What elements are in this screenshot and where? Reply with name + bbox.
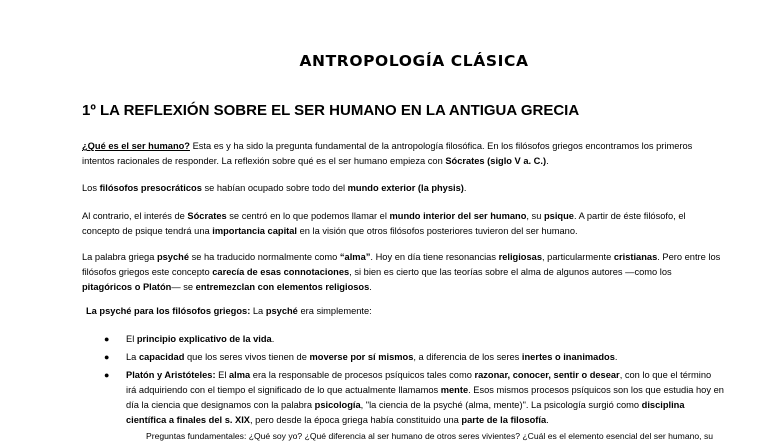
paragraph-psyche-greeks: La psyché para los filósofos griegos: La psyché era simplemente: (86, 306, 372, 316)
list-item: Platón y Aristóteles: El alma era la responsable de procesos psíquicos tales como razonar, conocer, sentir o desear, con lo que el término irá adquiriendo con el tiempo el significado de lo que actualmente llamamos mente. Esos mismos procesos psíquicos son los que estudia hoy en día la ciencia que designamos con la palabra psicología, "la ciencia de la psyché (alma, mente)". La psicología surgió como disciplina científica a finales del s. XIX, pero desde la época griega había constituido una parte de la filosofía. (126, 370, 724, 425)
paragraph-what-is-human: ¿Qué es el ser humano? Esta es y ha sido la pregunta fundamental de la antropología filosófica. En los filósofos griegos encontramos los primeros intentos racionales de responder. La reflexión sobre qué es el ser humano empieza con Sócrates (siglo V a. C.). (82, 141, 693, 166)
bullet-icon: ● (104, 352, 110, 362)
list-item: El principio explicativo de la vida. (126, 334, 275, 344)
bullet-icon: ● (104, 334, 110, 344)
section-heading: 1º LA REFLEXIÓN SOBRE EL SER HUMANO EN LA ANTIGUA GRECIA (82, 102, 580, 119)
footer-text: Preguntas fundamentales: ¿Qué soy yo? ¿Qué diferencia al ser humano de otros seres vivientes? ¿Cuál es el elemento esencial del ser humano, su (146, 431, 714, 441)
bullet-icon: ● (104, 370, 110, 380)
document-title: ANTROPOLOGÍA CLÁSICA (299, 52, 529, 70)
list-item: La capacidad que los seres vivos tienen de moverse por sí mismos, a diferencia de los seres inertes o inanimados. (126, 352, 618, 362)
question-text: ¿Qué es el ser humano? (82, 141, 190, 151)
paragraph-psyche: La palabra griega psyché se ha traducido normalmente como “alma”. Hoy en día tiene resonancias religiosas, particularmente cristianas. Pero entre los filósofos griegos este concepto carecía de esas connotaciones, si bien es cierto que las teorías sobre el alma de algunos autores —como los pitagóricos o Platón— se entremezclan con elementos religiosos. (82, 252, 721, 292)
paragraph-socrates: Al contrario, el interés de Sócrates se centró en lo que podemos llamar el mundo interior del ser humano, su psique. A partir de éste filósofo, el concepto de psique tendrá una importancia capital en la visión que otros filósofos posteriores tuvieron del ser humano. (82, 211, 686, 236)
paragraph-presocratics: Los filósofos presocráticos se habían ocupado sobre todo del mundo exterior (la physis). (82, 183, 467, 193)
